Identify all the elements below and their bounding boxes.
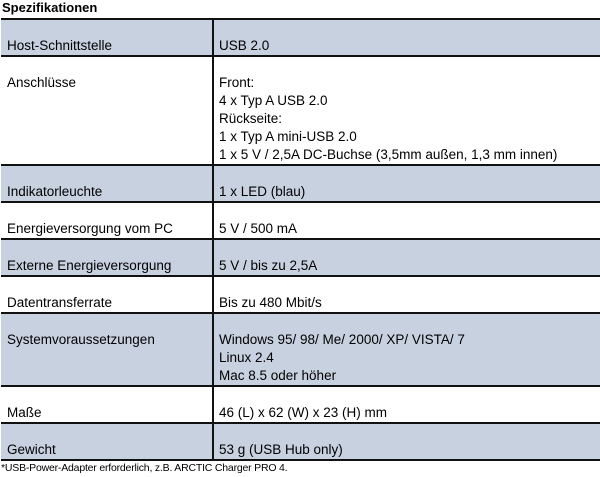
spec-value-line: Front: xyxy=(219,75,255,90)
spec-value-text: 46 (L) x 62 (W) x 23 (H) mm xyxy=(219,405,388,420)
spec-value-line: Windows 95/ 98/ Me/ 2000/ XP/ VISTA/ 7 xyxy=(219,332,465,347)
spec-label xyxy=(1,423,213,460)
spec-label xyxy=(1,165,213,202)
spec-value-line: 1 x 5 V / 2,5A DC-Buchse (3,5mm außen, 1,3 mm innen) xyxy=(219,147,558,162)
spec-label-text: Indikatorleuchte xyxy=(7,184,103,199)
spec-value-line: 4 x Typ A USB 2.0 xyxy=(219,93,328,108)
spec-row-external-power xyxy=(1,239,600,276)
spec-row-pc-power xyxy=(1,202,600,239)
spec-row-dimensions xyxy=(1,386,600,423)
spec-label-text: Gewicht xyxy=(7,442,56,457)
spec-value-line: 1 x Typ A mini-USB 2.0 xyxy=(219,129,357,144)
spec-label xyxy=(1,276,213,313)
spec-value-line: Linux 2.4 xyxy=(219,350,274,365)
spec-label xyxy=(1,313,213,386)
spec-row-weight xyxy=(1,423,600,460)
spec-label-text: Energieversorgung vom PC xyxy=(7,221,173,236)
spec-row-system-requirements xyxy=(1,313,600,386)
spec-label-text: Anschlüsse xyxy=(7,75,77,90)
spec-row-transfer-rate xyxy=(1,276,600,313)
spec-value xyxy=(213,56,600,165)
spec-label-text: Datentransferrate xyxy=(7,295,113,310)
spec-value-text: Bis zu 480 Mbit/s xyxy=(219,295,322,310)
spec-label xyxy=(1,386,213,423)
spec-value xyxy=(213,313,600,386)
spec-value-text: 5 V / 500 mA xyxy=(219,221,298,236)
spec-value xyxy=(213,19,600,56)
spec-label xyxy=(1,19,213,56)
spec-label xyxy=(1,239,213,276)
spec-label xyxy=(1,56,213,165)
spec-value-line: Rückseite: xyxy=(219,111,283,126)
spec-row-indicator xyxy=(1,165,600,202)
spec-value xyxy=(213,423,600,460)
spec-label-text: Systemvoraussetzungen xyxy=(7,332,155,347)
spec-row-ports xyxy=(1,56,600,165)
spec-value-text: 53 g (USB Hub only) xyxy=(219,442,343,457)
spec-label-text: Maße xyxy=(7,405,42,420)
spec-value-text: USB 2.0 xyxy=(219,38,270,53)
spec-value xyxy=(213,202,600,239)
spec-value xyxy=(213,276,600,313)
spec-label xyxy=(1,202,213,239)
spec-row-host-interface xyxy=(1,19,600,56)
spec-value-text: 5 V / bis zu 2,5A xyxy=(219,258,318,273)
spec-value xyxy=(213,239,600,276)
spec-value xyxy=(213,386,600,423)
spec-value xyxy=(213,165,600,202)
spec-label-text: Externe Energieversorgung xyxy=(7,258,172,273)
spec-value-text: 1 x LED (blau) xyxy=(219,184,306,199)
spec-table xyxy=(1,18,600,461)
spec-value-line: Mac 8.5 oder höher xyxy=(219,368,337,383)
footnote: *USB-Power-Adapter erforderlich, z.B. ARCTIC Charger PRO 4. xyxy=(1,462,288,474)
section-title: Spezifikationen xyxy=(2,0,98,15)
spec-label-text: Host-Schnittstelle xyxy=(7,38,113,53)
